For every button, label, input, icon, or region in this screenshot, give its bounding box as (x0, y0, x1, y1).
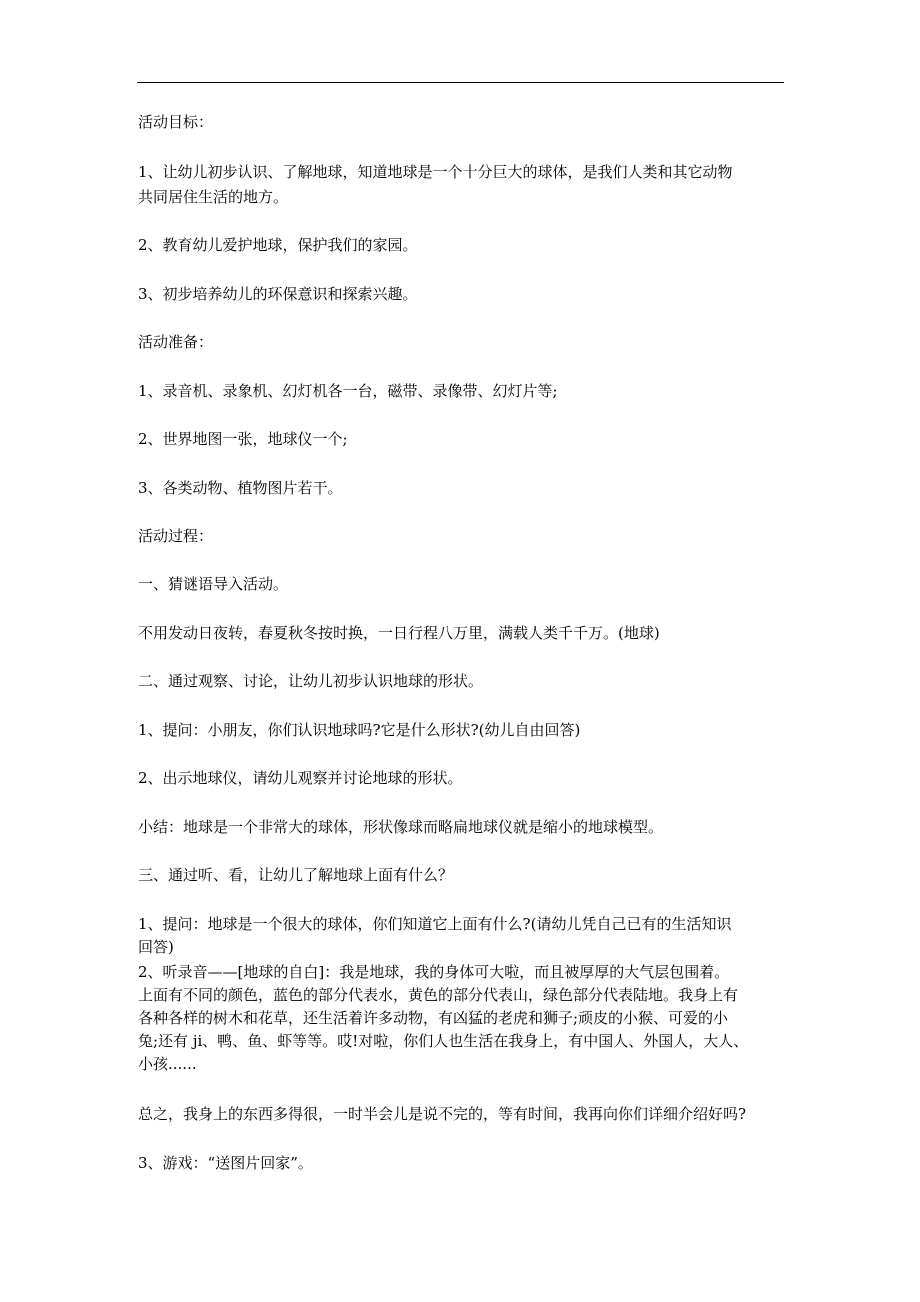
paragraph-line: 各种各样的树木和花草，还生活着许多动物，有凶猛的老虎和狮子;顽皮的小猴、可爱的小 (138, 1009, 729, 1027)
paragraph-line: 不用发动日夜转，春夏秋冬按时换，一日行程八万里，满载人类千千万。(地球) (138, 624, 660, 642)
paragraph-line: 2、出示地球仪，请幼儿观察并讨论地球的形状。 (138, 769, 463, 787)
paragraph-line: 1、录音机、录象机、幻灯机各一台，磁带、录像带、幻灯片等; (138, 382, 558, 400)
paragraph-line: 一、猜谜语导入活动。 (138, 575, 289, 593)
section-heading-preparation: 活动准备： (138, 333, 214, 351)
header-rule (137, 82, 784, 83)
paragraph-line: 1、提问：小朋友，你们认识地球吗?它是什么形状?(幼儿自由回答) (138, 721, 581, 739)
paragraph-line: 3、初步培养幼儿的环保意识和探索兴趣。 (138, 285, 418, 303)
paragraph-line: 小孩...... (138, 1055, 197, 1073)
paragraph-line: 二、通过观察、讨论，让幼儿初步认识地球的形状。 (138, 672, 484, 690)
paragraph-line: 1、让幼儿初步认识、了解地球，知道地球是一个十分巨大的球体，是我们人类和其它动物 (138, 163, 733, 181)
paragraph-line: 共同居住生活的地方。 (138, 188, 289, 206)
paragraph-line: 2、教育幼儿爱护地球，保护我们的家园。 (138, 236, 418, 254)
paragraph-line: 3、各类动物、植物图片若干。 (138, 479, 343, 497)
paragraph-line: 回答) (138, 938, 174, 956)
paragraph-line: 兔;还有 ji、鸭、鱼、虾等等。哎!对啦，你们人也生活在我身上，有中国人、外国人，大人、 (138, 1032, 749, 1050)
section-heading-process: 活动过程： (138, 527, 214, 545)
section-heading-goals: 活动目标： (138, 113, 214, 131)
paragraph-line: 三、通过听、看，让幼儿了解地球上面有什么？ (138, 866, 454, 884)
paragraph-line: 3、游戏：“送图片回家”。 (138, 1154, 313, 1172)
paragraph-line: 2、听录音——[地球的自白]：我是地球，我的身体可大啦，而且被厚厚的大气层包围着。 (138, 963, 730, 981)
paragraph-line: 1、提问：地球是一个很大的球体，你们知道它上面有什么?(请幼儿凭自己已有的生活知识 (138, 915, 732, 933)
paragraph-line: 上面有不同的颜色，蓝色的部分代表水，黄色的部分代表山，绿色部分代表陆地。我身上有 (138, 986, 739, 1004)
paragraph-line: 2、世界地图一张，地球仪一个; (138, 430, 348, 448)
paragraph-line: 总之，我身上的东西多得很，一时半会儿是说不完的，等有时间，我再向你们详细介绍好吗? (138, 1105, 747, 1123)
paragraph-line: 小结：地球是一个非常大的球体，形状像球而略扁地球仪就是缩小的地球模型。 (138, 818, 664, 836)
